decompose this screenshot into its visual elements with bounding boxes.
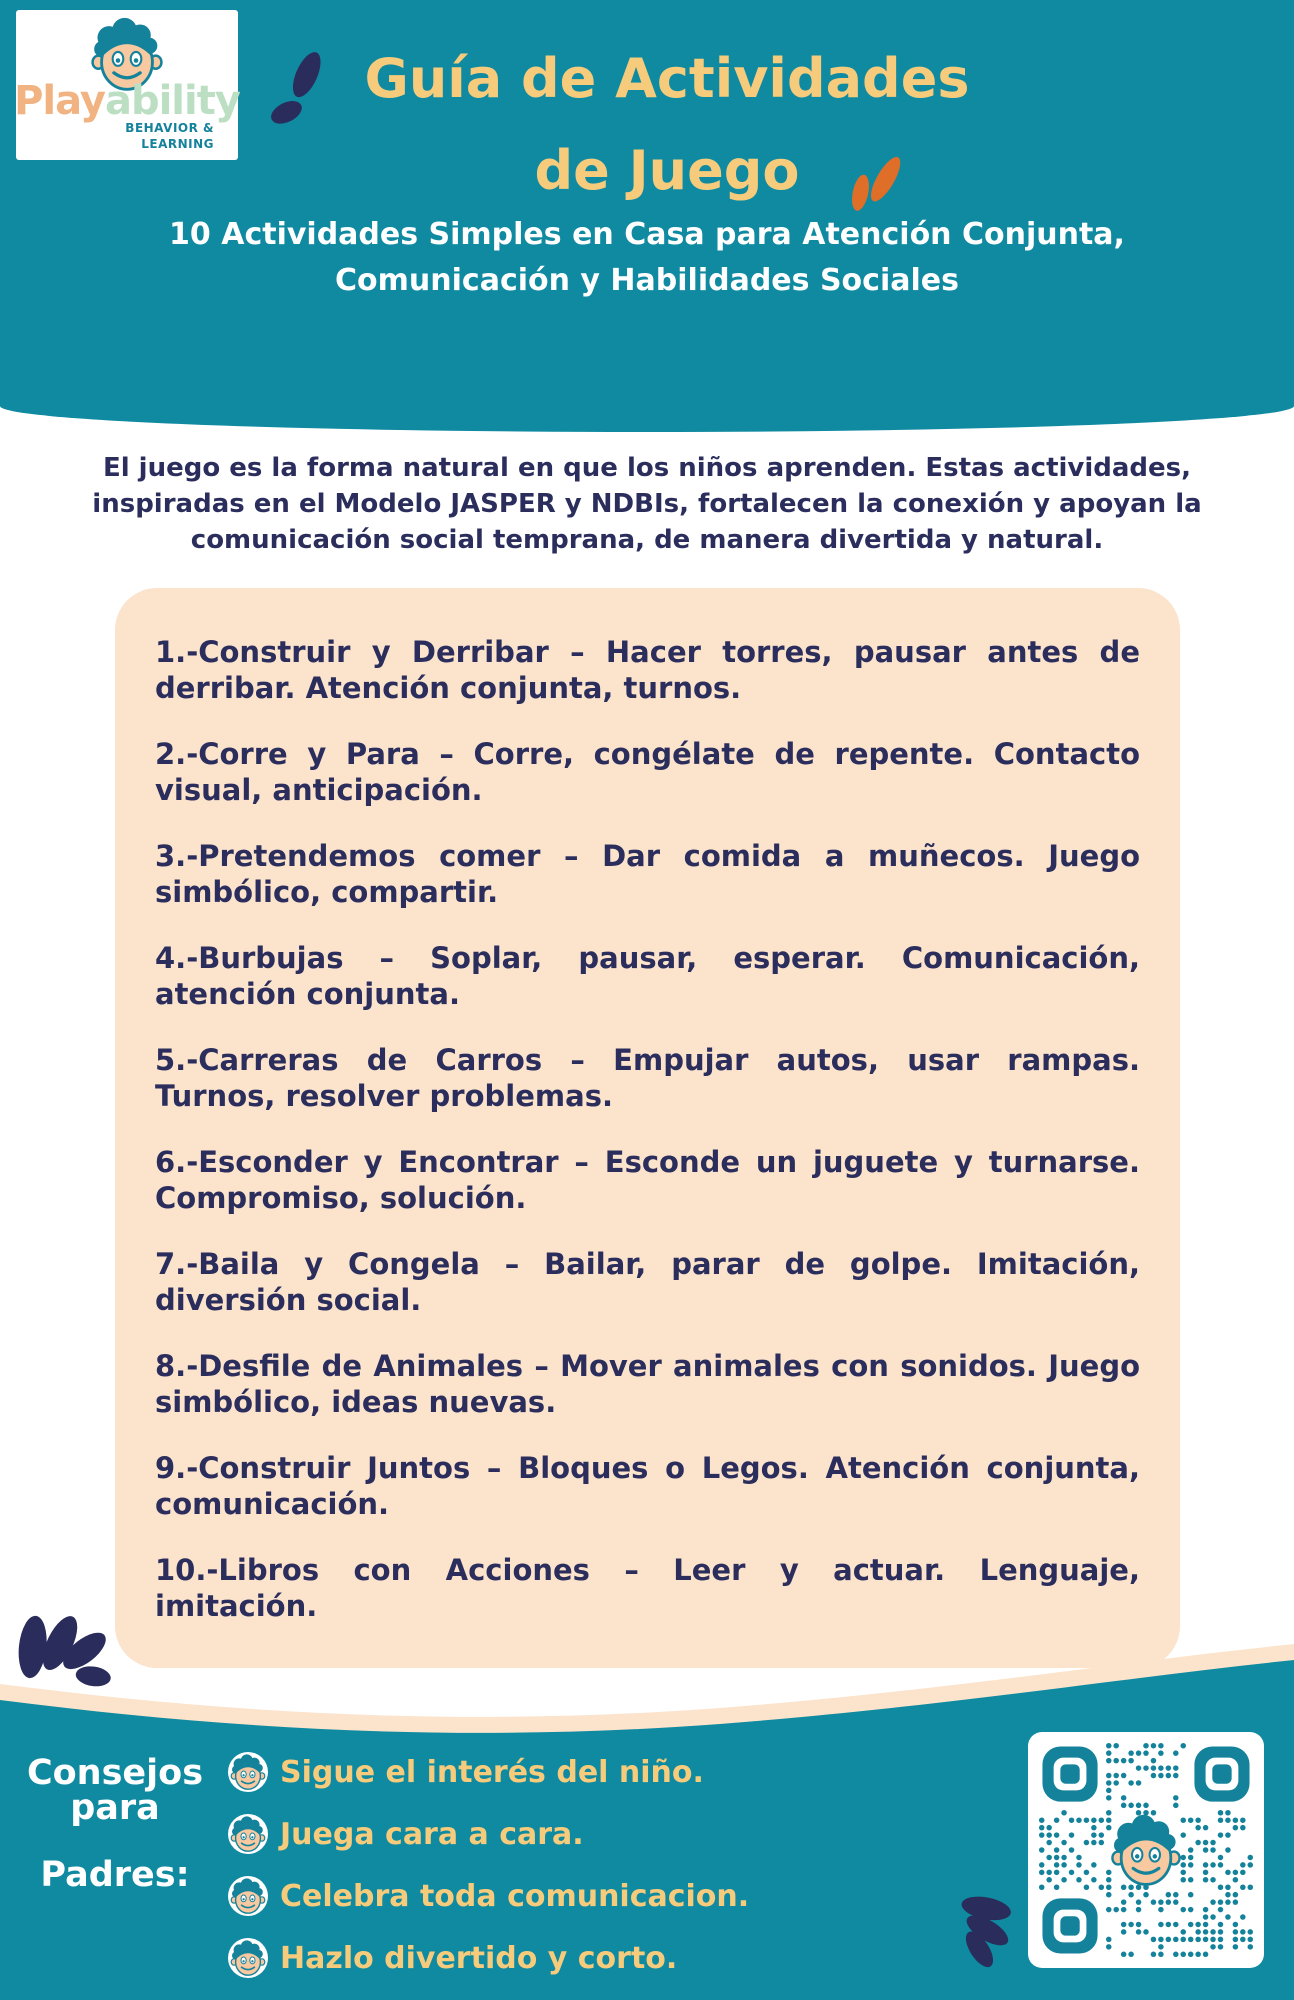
- activity-item-8: 8.-Desfile de Animales – Mover animales con sonidos. Juego simbólico, ideas nuevas.: [155, 1349, 1140, 1419]
- tip-text-4: Hazlo divertido y corto.: [280, 1940, 678, 1976]
- activity-item-6: 6.-Esconder y Encontrar – Esconde un juguete y turnarse. Compromiso, solución.: [155, 1145, 1140, 1215]
- tip-item-1: [228, 1752, 749, 1792]
- brand-ability: ability: [104, 78, 240, 124]
- navy-hand-leaf-icon: [940, 1885, 1029, 1978]
- tip-item-4: [228, 1938, 749, 1978]
- activity-item-4: 4.-Burbujas – Soplar, pausar, esperar. Comunicación, atención conjunta.: [155, 941, 1140, 1011]
- boy-face-icon: [228, 1876, 268, 1916]
- page-title: [40, 47, 1294, 202]
- activity-item-7: 7.-Baila y Congela – Bailar, parar de golpe. Imitación, diversión social.: [155, 1247, 1140, 1317]
- tip-text-2: Juega cara a cara.: [280, 1816, 584, 1852]
- activity-item-1: 1.-Construir y Derribar – Hacer torres, pausar antes de derribar. Atención conjunta, turnos.: [155, 635, 1140, 705]
- activity-item-9: 9.-Construir Juntos – Bloques o Legos. Atención conjunta, comunicación.: [155, 1451, 1140, 1521]
- subtitle-line2: Comunicación y Habilidades Sociales: [335, 263, 959, 298]
- tips-list: [228, 1752, 749, 1978]
- boy-face-icon: [228, 1938, 268, 1978]
- intro-paragraph: El juego es la forma natural en que los niños aprenden. Estas actividades, inspiradas en el Modelo JASPER y NDBIs, fortalecen la conexión y apoyan la comunicación social temprana, de manera divertida y natural.: [92, 453, 1202, 555]
- brand-tagline-line2: LEARNING: [141, 136, 214, 151]
- qr-code: [1028, 1732, 1264, 1968]
- activity-item-10: 10.-Libros con Acciones – Leer y actuar. Lenguaje, imitación.: [155, 1553, 1140, 1623]
- header-section: [0, 0, 1294, 432]
- boy-face-icon: [228, 1752, 268, 1792]
- tips-label-line2: Padres:: [40, 1855, 190, 1895]
- boy-face-icon: [1106, 1810, 1186, 1890]
- activity-item-2: 2.-Corre y Para – Corre, congélate de repente. Contacto visual, anticipación.: [155, 737, 1140, 807]
- subtitle-line1: 10 Actividades Simples en Casa para Atención Conjunta,: [169, 217, 1125, 252]
- tip-text-3: Celebra toda comunicacion.: [280, 1878, 750, 1914]
- page-title-line2: de Juego: [534, 139, 800, 202]
- tips-label: [0, 1753, 230, 1895]
- tip-text-1: Sigue el interés del niño.: [280, 1754, 704, 1790]
- activities-card: [115, 588, 1180, 1668]
- navy-hand-leaf-icon: [6, 1602, 116, 1690]
- activity-item-5: 5.-Carreras de Carros – Empujar autos, usar rampas. Turnos, resolver problemas.: [155, 1043, 1140, 1113]
- tip-item-2: [228, 1814, 749, 1854]
- brand-play: Play: [14, 78, 105, 124]
- page-title-line1: Guía de Actividades: [364, 47, 970, 110]
- brand-tagline-line1: BEHAVIOR &: [125, 121, 214, 135]
- activity-item-3: 3.-Pretendemos comer – Dar comida a muñecos. Juego simbólico, compartir.: [155, 839, 1140, 909]
- tips-label-line1: Consejos para: [26, 1753, 204, 1828]
- boy-face-icon: [228, 1814, 268, 1854]
- tip-item-3: [228, 1876, 749, 1916]
- subtitle: [0, 212, 1294, 304]
